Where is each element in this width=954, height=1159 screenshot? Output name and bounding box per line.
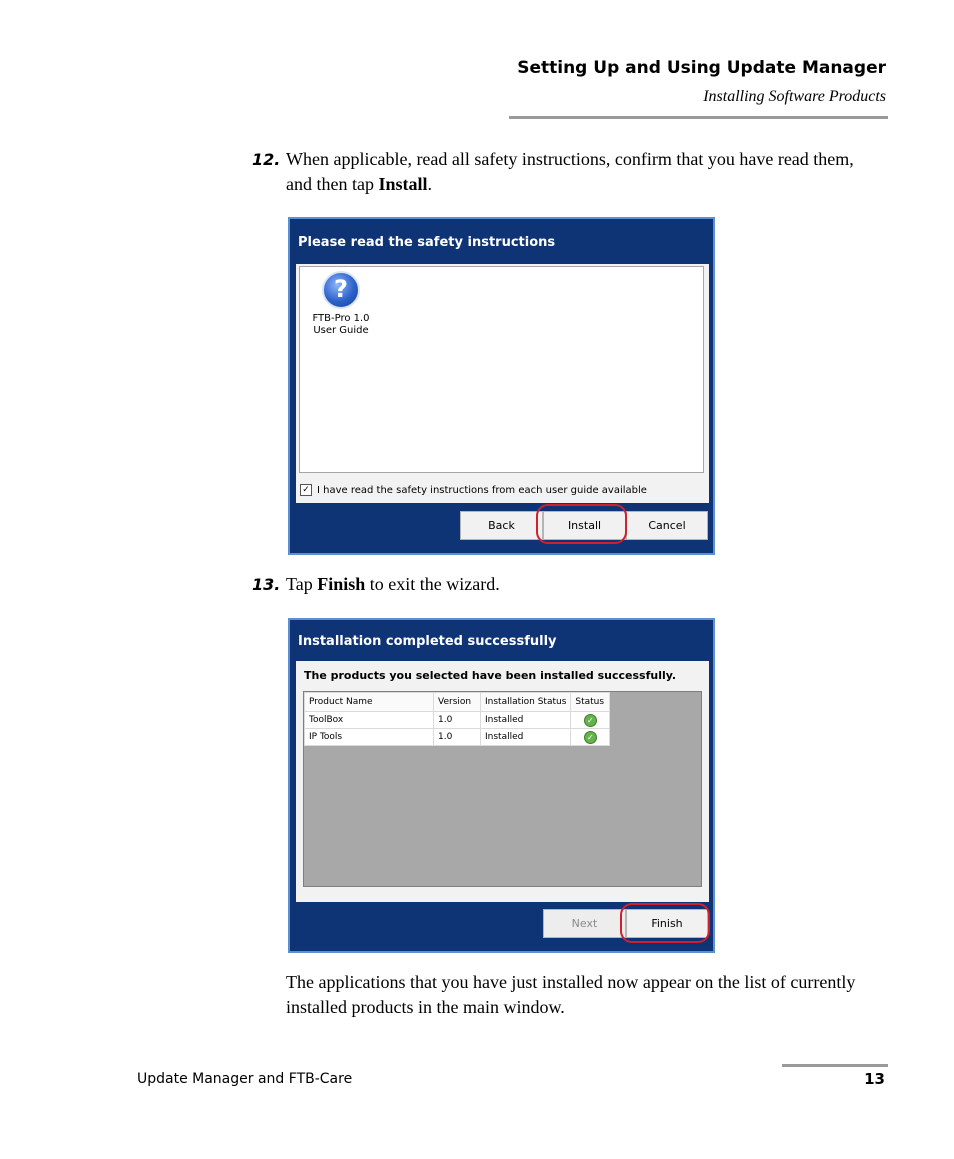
cell-install-status: Installed [481,712,571,729]
products-table [304,692,610,746]
installation-complete-dialog [288,618,715,953]
question-help-icon: ? [322,271,360,309]
col-product-name[interactable]: Product Name [305,693,434,712]
step-text [286,147,872,197]
dialog-title: Installation completed successfully [298,634,557,649]
cell-status [571,729,610,746]
cell-install-status: Installed [481,729,571,746]
finish-highlight [620,903,710,943]
step-number: 12. [252,150,281,169]
step-text-part: to exit the wizard. [365,574,500,594]
dialog-content [296,264,709,503]
table-row[interactable] [305,712,610,729]
safety-instructions-dialog [288,217,715,555]
col-version[interactable]: Version [434,693,481,712]
dialog-content [296,661,709,902]
dialog-title: Please read the safety instructions [298,235,556,250]
cancel-button[interactable]: Cancel [626,511,708,540]
header-rule [509,116,888,119]
step-13 [252,572,872,597]
step-number: 13. [252,575,281,594]
user-guide-list [299,266,704,473]
step-bold-word: Finish [317,574,366,594]
success-message: The products you selected have been installed successfully. [304,669,677,682]
cell-product-name: ToolBox [305,712,434,729]
guide-label-line1: FTB-Pro 1.0 [312,313,370,324]
guide-label-line2: User Guide [313,325,369,336]
finish-button[interactable]: Finish [626,909,708,938]
installed-products-table [303,691,702,887]
header-subtitle: Installing Software Products [703,88,886,105]
cell-version: 1.0 [434,712,481,729]
cell-product-name: IP Tools [305,729,434,746]
user-guide-item[interactable] [304,269,378,337]
check-circle-icon: ✓ [584,731,597,744]
col-installation-status[interactable]: Installation Status [481,693,571,712]
footer-rule [782,1064,888,1067]
col-status[interactable]: Status [571,693,610,712]
closing-paragraph: The applications that you have just installed now appear on the list of currently installed products in the main window. [286,972,856,1017]
back-button[interactable]: Back [460,511,543,540]
header-title: Setting Up and Using Update Manager [517,58,886,78]
footer-text: Update Manager and FTB-Care [137,1071,353,1087]
cell-status [571,712,610,729]
step-text-part: . [427,174,433,194]
step-text [286,572,872,597]
step-12 [252,147,872,197]
safety-confirm-label: I have read the safety instructions from each user guide available [317,484,647,496]
safety-confirm-row[interactable] [300,484,647,496]
table-header-row [305,693,610,712]
install-button[interactable]: Install [543,511,626,540]
page-number: 13 [864,1070,885,1088]
next-button: Next [543,909,626,938]
safety-confirm-checkbox[interactable]: ✓ [300,484,312,496]
step-bold-word: Install [378,174,428,194]
check-circle-icon: ✓ [584,714,597,727]
table-row[interactable] [305,729,610,746]
step-text-part: When applicable, read all safety instructions, confirm that you have read them, and then tap [286,149,854,194]
install-highlight [536,504,627,544]
cell-version: 1.0 [434,729,481,746]
step-text-part: Tap [286,574,318,594]
